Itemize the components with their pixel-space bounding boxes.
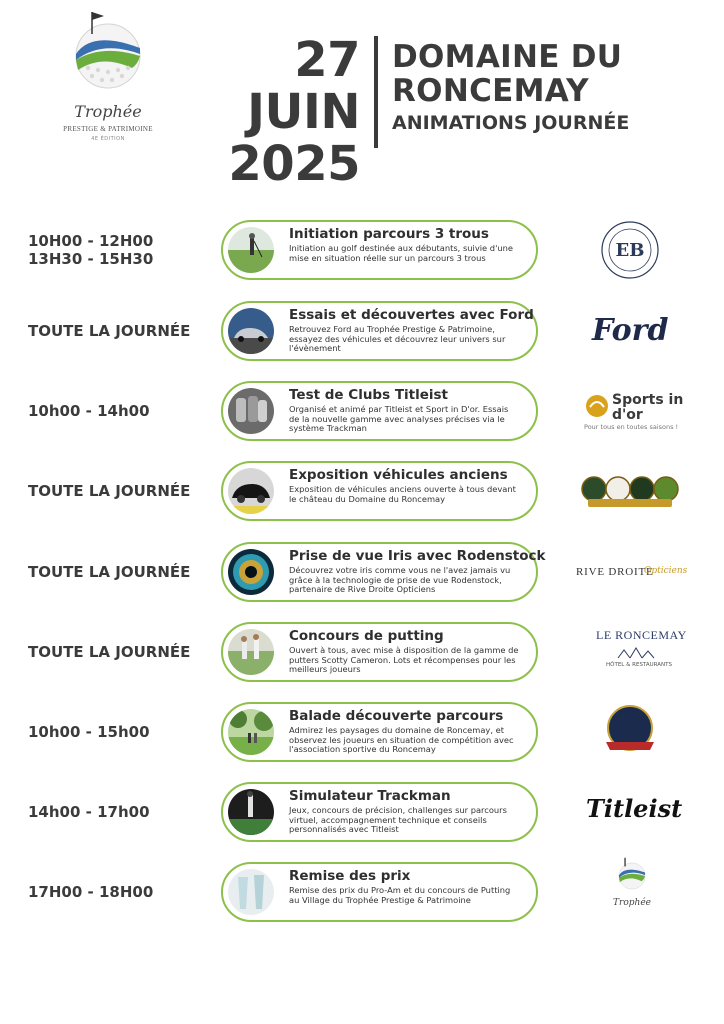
time-line: 17H00 - 18H00 (28, 883, 154, 901)
activity-row (0, 622, 724, 682)
activity-card (221, 301, 538, 361)
ford-logo-icon (576, 301, 696, 361)
activity-title: Simulateur Trackman (289, 788, 451, 804)
activity-description: Organisé et animé par Titleist et Sport in D'or. Essais de la nouvelle gamme avec analyses précises via le système Trackman (289, 404, 509, 434)
trophy-glass-icon (228, 869, 274, 915)
rive-droite-logo-icon (576, 542, 696, 602)
date-day-month: 27 JUIN (247, 32, 360, 140)
date-year: 2025 (228, 136, 360, 192)
activity-row (0, 782, 724, 842)
club-badges-icon (576, 461, 696, 521)
logo-script: Trophée (74, 102, 142, 121)
activity-row (0, 702, 724, 762)
activity-description: Retrouvez Ford au Trophée Prestige & Patrimoine, essayez des véhicules et découvrez leur univers sur l'évènement (289, 324, 506, 354)
logo-edition: 4E ÉDITION (91, 136, 125, 142)
activity-card (221, 542, 546, 602)
activity-card (221, 220, 538, 280)
activity-description: Admirez les paysages du domaine de Roncemay, et observez les joueurs en situation de compétition avec l'association sportive du Roncemay (289, 725, 514, 755)
putting-icon (228, 629, 274, 675)
activity-row (0, 461, 724, 521)
activity-description: Jeux, concours de précision, challenges sur parcours virtuel, accompagnement technique et conseils personnalisés avec Titleist (289, 805, 507, 835)
time-line: 10H00 - 12H00 (28, 232, 154, 250)
activity-card (221, 381, 538, 441)
activity-time (28, 622, 218, 682)
activity-card (221, 862, 538, 922)
activity-card (221, 461, 538, 521)
golf-clubs-icon (228, 388, 274, 434)
logo-tagline: PRESTIGE & PATRIMOINE (63, 125, 153, 133)
time-line: TOUTE LA JOURNÉE (28, 563, 191, 581)
edmond-brossac-badge-icon (576, 220, 696, 280)
titleist-logo-icon (576, 782, 696, 842)
activity-time (28, 220, 218, 280)
activity-time (28, 702, 218, 762)
activity-title: Balade découverte parcours (289, 708, 504, 724)
activity-description: Exposition de véhicules anciens ouverte à tous devant le château du Domaine du Roncemay (289, 484, 516, 504)
time-line: 10h00 - 15h00 (28, 723, 150, 741)
brand-label: Ford (592, 313, 669, 348)
activity-row (0, 862, 724, 922)
activity-card (221, 622, 538, 682)
golfer-icon (228, 227, 274, 273)
activity-title: Exposition véhicules anciens (289, 467, 508, 483)
activity-description: Ouvert à tous, avec mise à disposition de la gamme de putters Scotty Cameron. Lots et récompenses pour les meilleurs joueurs (289, 645, 519, 675)
brand-label: Sports in d'or (612, 392, 684, 423)
le-roncemay-logo-icon (576, 622, 696, 682)
brand-label: LE RONCEMAY (596, 628, 687, 642)
brand-label: Titleist (586, 794, 683, 823)
activity-card (221, 782, 538, 842)
venue-block (392, 40, 712, 136)
event-date (170, 34, 360, 190)
trophee-logo-icon (576, 862, 696, 922)
activity-title: Remise des prix (289, 868, 411, 884)
trophee-logo (62, 10, 154, 140)
time-line: 13H30 - 15H30 (28, 250, 154, 268)
sports-in-dor-logo-icon (576, 381, 696, 441)
venue-name-line2: RONCEMAY (392, 73, 589, 109)
header-divider (374, 36, 378, 148)
activity-title: Essais et découvertes avec Ford (289, 307, 534, 323)
time-line: TOUTE LA JOURNÉE (28, 482, 191, 500)
activity-description: Remise des prix du Pro-Am et du concours de Putting au Village du Trophée Prestige & Patrimoine (289, 885, 511, 905)
activity-row (0, 542, 724, 602)
time-line: 10h00 - 14h00 (28, 402, 150, 420)
activity-time (28, 542, 218, 602)
brand-label: Trophée (613, 898, 651, 908)
activity-time (28, 862, 218, 922)
brand-sub: HÔTEL & RESTAURANTS (606, 662, 672, 668)
activity-time (28, 782, 218, 842)
brand-label: RIVE DROITE (576, 566, 654, 578)
activity-row (0, 381, 724, 441)
activity-row (0, 301, 724, 361)
course-walk-icon (228, 709, 274, 755)
time-line: 14h00 - 17h00 (28, 803, 150, 821)
activity-time (28, 381, 218, 441)
activity-title: Prise de vue Iris avec Rodenstock (289, 548, 546, 564)
svg-text:EB: EB (615, 240, 645, 261)
time-line: TOUTE LA JOURNÉE (28, 322, 191, 340)
brand-sub: Pour tous en toutes saisons ! (584, 423, 679, 431)
activity-time (28, 301, 218, 361)
vintage-car-icon (228, 468, 274, 514)
iris-eye-icon (228, 549, 274, 595)
golf-ball-flag-icon (62, 10, 154, 102)
venue-name-line1: DOMAINE DU (392, 39, 623, 75)
activity-description: Initiation au golf destinée aux débutants, suivie d'une mise en situation réelle sur un parcours 3 trous (289, 243, 513, 263)
simulator-icon (228, 789, 274, 835)
activity-time (28, 461, 218, 521)
activity-card (221, 702, 538, 762)
brand-script: Opticiens (644, 566, 688, 576)
activity-title: Test de Clubs Titleist (289, 387, 449, 403)
activity-title: Initiation parcours 3 trous (289, 226, 489, 242)
car-icon (228, 308, 274, 354)
venue-subtitle: ANIMATIONS JOURNÉE (392, 112, 630, 134)
activity-title: Concours de putting (289, 628, 444, 644)
roncemay-association-badge-icon (576, 702, 696, 762)
activity-description: Découvrez votre iris comme vous ne l'avez jamais vu grâce à la technologie de prise de vue Rodenstock, partenaire de Rive Droite Opticiens (289, 565, 511, 595)
time-line: TOUTE LA JOURNÉE (28, 643, 191, 661)
activity-row (0, 220, 724, 280)
